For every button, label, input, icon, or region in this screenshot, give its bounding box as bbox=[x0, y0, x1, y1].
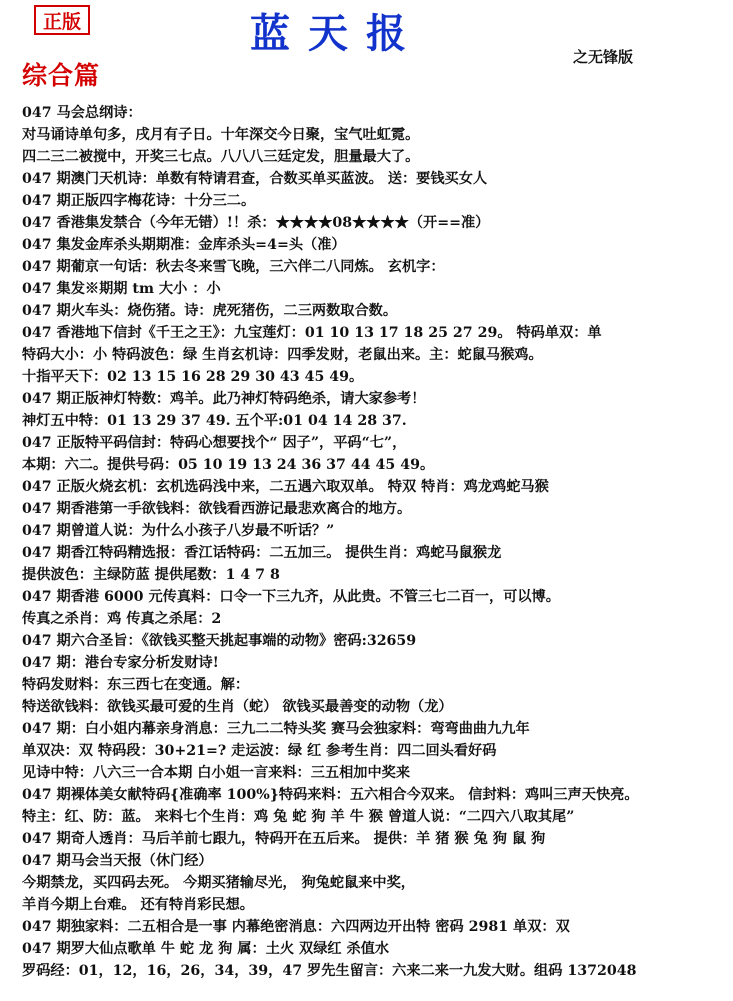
text-line: 047 期：白小姐内幕亲身消息：三九二二特头奖 赛马会独家料：弯弯曲曲九九年 bbox=[22, 721, 530, 737]
section-title: 综合篇 bbox=[22, 61, 101, 90]
text-line: 047 期：港台专家分析发财诗! bbox=[22, 655, 219, 671]
text-line: 047 期香港 6000 元传真料：口令一下三九齐，从此贵。不管三七二百一，可以博。 bbox=[22, 589, 560, 605]
text-line: 047 期火车头：烧伤猪。诗：虎死猪伤，二三两数取合数。 bbox=[22, 303, 398, 319]
stamp-text: 正版 bbox=[42, 10, 81, 33]
text-line: 特码发财料：东三西七在变通。解： bbox=[22, 677, 250, 693]
text-line: 047 期香江特码精选报：香江话特码：二五加三。 提供生肖：鸡蛇马鼠猴龙 bbox=[22, 545, 502, 561]
text-line: 047 期曾道人说：为什么小孩子八岁最不听话？” bbox=[22, 523, 335, 539]
text-line: 047 香港地下信封《千王之王》：九宝莲灯：01 10 13 17 18 25 27 29。 特码单双：单 bbox=[22, 325, 602, 341]
edition-stamp bbox=[34, 5, 90, 35]
text-line: 047 正版火烧玄机：玄机选码浅中来，二五遇六取双单。 特双 特肖：鸡龙鸡蛇马猴 bbox=[22, 479, 549, 495]
text-line: 047 期罗大仙点歌单 牛 蛇 龙 狗 属：土火 双绿红 杀值水 bbox=[22, 941, 390, 957]
text-line: 047 期香港第一手欲钱料：欲钱看西游记最悲欢离合的地方。 bbox=[22, 501, 412, 517]
text-line: 047 集发金库杀头期期准：金库杀头=4=头（准） bbox=[22, 237, 346, 253]
text-line: 今期禁龙，买四码去死。 今期买猪输尽光， 狗兔蛇鼠来中奖， bbox=[22, 875, 415, 891]
edition-label: 之无锋版 bbox=[573, 48, 634, 66]
text-line: 特码大小：小 特码波色：绿 生肖玄机诗：四季发财，老鼠出来。主：蛇鼠马猴鸡。 bbox=[22, 347, 543, 363]
text-line: 提供波色：主绿防蓝 提供尾数：1 4 7 8 bbox=[22, 567, 280, 583]
text-line: 神灯五中特：01 13 29 37 49. 五个平:01 04 14 28 37. bbox=[22, 413, 407, 429]
article-body bbox=[22, 102, 722, 982]
text-line: 047 期奇人透肖：马后羊前七跟九，特码开在五后来。 提供：羊 猪 猴 兔 狗 鼠 狗 bbox=[22, 831, 546, 847]
text-line: 本期：六二。提供号码：05 10 19 13 24 36 37 44 45 49。 bbox=[22, 457, 435, 473]
text-line: 单双决：双 特码段：30+21=? 走运波：绿 红 参考生肖：四二回头看好码 bbox=[22, 743, 497, 759]
text-line: 047 期澳门天机诗：单数有特请君查，合数买单买蓝波。 送：要钱买女人 bbox=[22, 171, 488, 187]
text-line: 罗码经：01，12，16，26，34，39，47 罗先生留言：六来二来一九发大财。组码 1372048 bbox=[22, 963, 637, 979]
text-line: 047 期正版神灯特数：鸡羊。此乃神灯特码绝杀，请大家参考！ bbox=[22, 391, 426, 407]
text-line: 047 期独家料：二五相合是一事 内幕绝密消息：六四两边开出特 密码 2981 单双：双 bbox=[22, 919, 570, 935]
text-line: 047 期六合圣旨：《欲钱买整天挑起事端的动物》密码:32659 bbox=[22, 633, 417, 649]
text-line: 四二三二被搅中，开奖三七点。八八八三廷定发，胆量最大了。 bbox=[22, 149, 420, 165]
text-line: 047 期裸体美女献特码{准确率 100%}特码来料：五六相合今双来。 信封料：鸡叫三声天快亮。 bbox=[22, 787, 639, 803]
text-line: 047 马会总纲诗： bbox=[22, 105, 142, 121]
text-line: 047 香港集发禁合（今年无错）!！杀：★★★★08★★★★（开==准） bbox=[22, 215, 490, 231]
text-line: 羊肖今期上台难。 还有特肖彩民想。 bbox=[22, 897, 254, 913]
text-line: 十指平天下：02 13 15 16 28 29 30 43 45 49。 bbox=[22, 369, 364, 385]
text-line: 047 期马会当天报（休门经） bbox=[22, 853, 213, 869]
text-line: 特送欲钱料：欲钱买最可爱的生肖（蛇） 欲钱买最善变的动物（龙） bbox=[22, 699, 453, 715]
text-line: 047 期葡京一句话：秋去冬来雪飞晚，三六伴二八同炼。 玄机字： bbox=[22, 259, 445, 275]
text-line: 047 集发※期期 tm 大小 ：小 bbox=[22, 281, 221, 297]
text-line: 对马诵诗单句多，戌月有子日。十年深交今日聚，宝气吐虹霓。 bbox=[22, 127, 420, 143]
masthead-title: 蓝天报 bbox=[250, 10, 424, 57]
text-line: 047 期正版四字梅花诗：十分三二。 bbox=[22, 193, 256, 209]
text-line: 特主：红、防：蓝。 来料七个生肖：鸡 兔 蛇 狗 羊 牛 猴 曾道人说：“二四六八取其尾” bbox=[22, 809, 575, 825]
text-line: 见诗中特：八六三一合本期 白小姐一言来料：三五相加中奖来 bbox=[22, 765, 411, 781]
text-line: 047 正版特平码信封：特码心想要找个“ 因子”，平码“七”， bbox=[22, 435, 407, 451]
text-line: 传真之杀肖：鸡 传真之杀尾：2 bbox=[22, 611, 222, 627]
